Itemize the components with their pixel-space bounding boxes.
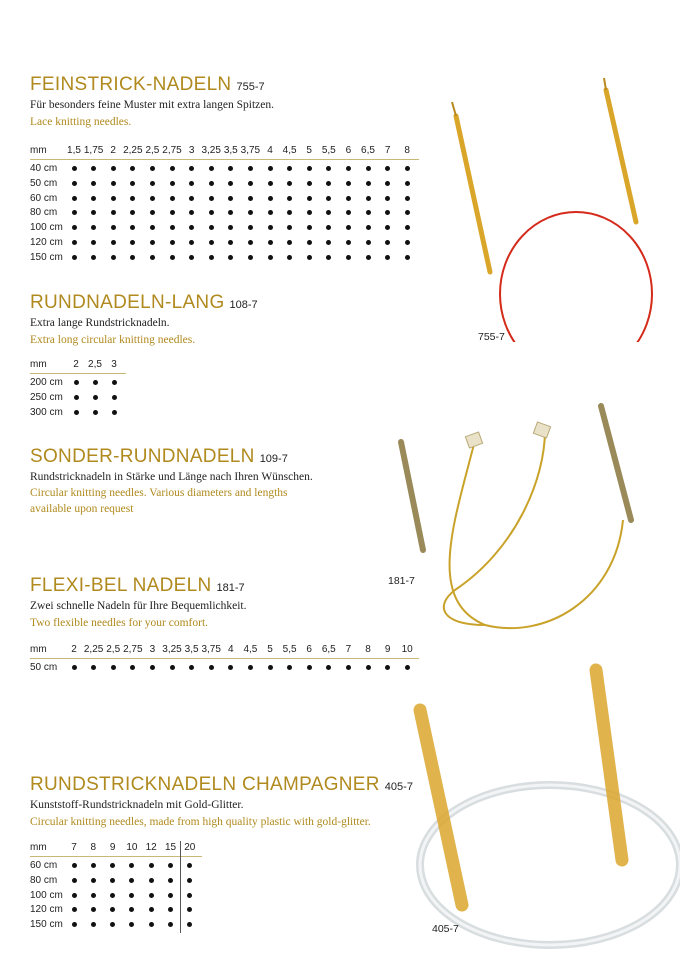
availability-dot bbox=[189, 240, 194, 245]
availability-dot bbox=[111, 210, 116, 215]
availability-dot bbox=[168, 893, 173, 898]
availability-dot bbox=[248, 181, 253, 186]
availability-dot bbox=[111, 166, 116, 171]
column-header: 4,5 bbox=[243, 644, 258, 655]
availability-dot bbox=[209, 240, 214, 245]
availability-dot bbox=[385, 240, 390, 245]
availability-dot bbox=[170, 166, 175, 171]
availability-dot bbox=[111, 665, 116, 670]
availability-dot bbox=[91, 196, 96, 201]
availability-dot bbox=[366, 196, 371, 201]
row-label: 100 cm bbox=[30, 222, 63, 234]
availability-dot bbox=[130, 166, 135, 171]
description-en-line-2: available upon request bbox=[30, 503, 134, 515]
availability-dot bbox=[91, 863, 96, 868]
availability-dot bbox=[130, 196, 135, 201]
description-en: Circular knitting needles, made from high quality plastic with gold-glitter. bbox=[30, 816, 371, 828]
availability-dot bbox=[189, 225, 194, 230]
column-header: 2 bbox=[73, 359, 79, 370]
availability-dot bbox=[228, 255, 233, 260]
availability-dot bbox=[405, 181, 410, 186]
availability-dot bbox=[326, 665, 331, 670]
section-title: FLEXI-BEL NADELN bbox=[30, 575, 212, 596]
availability-dot bbox=[170, 196, 175, 201]
availability-dot bbox=[72, 922, 77, 927]
unit-label: mm bbox=[30, 359, 47, 370]
description-en: Extra long circular knitting needles. bbox=[30, 334, 196, 346]
row-label: 120 cm bbox=[30, 237, 63, 248]
availability-dot bbox=[326, 166, 331, 171]
availability-dot bbox=[268, 665, 273, 670]
availability-dot bbox=[307, 255, 312, 260]
availability-dot bbox=[248, 196, 253, 201]
description-en: Two flexible needles for your comfort. bbox=[30, 617, 209, 629]
availability-dot bbox=[72, 878, 77, 883]
availability-dot bbox=[268, 196, 273, 201]
availability-dot bbox=[91, 240, 96, 245]
section-champagner bbox=[30, 774, 413, 830]
availability-dot bbox=[326, 210, 331, 215]
availability-dot bbox=[187, 893, 192, 898]
article-code: 109-7 bbox=[259, 453, 288, 465]
availability-dot bbox=[130, 210, 135, 215]
availability-dot bbox=[72, 181, 77, 186]
column-header: 7 bbox=[71, 842, 77, 853]
availability-dot bbox=[149, 922, 154, 927]
availability-dot bbox=[366, 166, 371, 171]
column-header: 5,5 bbox=[282, 644, 297, 655]
availability-dot bbox=[366, 255, 371, 260]
section-title: RUNDSTRICKNADELN CHAMPAGNER bbox=[30, 774, 380, 795]
section-title: RUNDNADELN-LANG bbox=[30, 292, 225, 313]
image-label-405-7: 405-7 bbox=[432, 923, 459, 935]
column-header: 2,5 bbox=[106, 644, 121, 655]
availability-dot bbox=[149, 863, 154, 868]
description-de: Kunststoff-Rundstricknadeln mit Gold-Glitter. bbox=[30, 799, 244, 811]
availability-dot bbox=[405, 240, 410, 245]
needle-image-755-7 bbox=[430, 72, 670, 342]
availability-dot bbox=[346, 225, 351, 230]
availability-dot bbox=[385, 255, 390, 260]
column-header: 3,25 bbox=[201, 145, 221, 156]
column-header: 3,75 bbox=[240, 145, 261, 156]
availability-dot bbox=[385, 181, 390, 186]
column-header: 7 bbox=[345, 644, 352, 655]
column-header: 2 bbox=[71, 644, 77, 655]
availability-dot bbox=[248, 255, 253, 260]
availability-dot bbox=[91, 225, 96, 230]
availability-dot bbox=[91, 166, 96, 171]
availability-dot bbox=[307, 225, 312, 230]
availability-dot bbox=[287, 210, 292, 215]
availability-dot bbox=[248, 240, 253, 245]
availability-dot bbox=[130, 240, 135, 245]
availability-dot bbox=[209, 181, 214, 186]
column-header: 6,5 bbox=[361, 145, 375, 156]
availability-dot bbox=[346, 181, 351, 186]
availability-dot bbox=[168, 863, 173, 868]
availability-dot bbox=[112, 410, 117, 415]
availability-dot bbox=[405, 196, 410, 201]
availability-dot bbox=[366, 181, 371, 186]
availability-dot bbox=[405, 166, 410, 171]
availability-dot bbox=[209, 166, 214, 171]
availability-dot bbox=[209, 665, 214, 670]
availability-dot bbox=[307, 665, 312, 670]
availability-dot bbox=[72, 210, 77, 215]
availability-dot bbox=[129, 922, 134, 927]
availability-dot bbox=[111, 181, 116, 186]
availability-dot bbox=[209, 255, 214, 260]
unit-label: mm bbox=[30, 145, 47, 156]
availability-dot bbox=[366, 210, 371, 215]
column-header: 3 bbox=[149, 644, 156, 655]
availability-dot bbox=[74, 380, 79, 385]
availability-dot bbox=[150, 181, 155, 186]
availability-dot bbox=[209, 196, 214, 201]
availability-dot bbox=[307, 240, 312, 245]
availability-dot bbox=[248, 210, 253, 215]
availability-dot bbox=[187, 863, 192, 868]
article-code: 755-7 bbox=[236, 81, 265, 93]
row-label: 150 cm bbox=[30, 919, 63, 931]
availability-dot bbox=[170, 225, 175, 230]
availability-dot bbox=[346, 255, 351, 260]
availability-dot bbox=[187, 922, 192, 927]
availability-dot bbox=[91, 893, 96, 898]
row-label: 60 cm bbox=[30, 192, 58, 204]
description-de: Rundstricknadeln in Stärke und Länge nach Ihren Wünschen. bbox=[30, 471, 313, 483]
header-rule bbox=[30, 856, 202, 857]
availability-dot bbox=[110, 878, 115, 883]
availability-dot bbox=[129, 863, 134, 868]
availability-dot bbox=[346, 665, 351, 670]
availability-dot bbox=[111, 240, 116, 245]
availability-dot bbox=[228, 225, 233, 230]
column-header: 3,25 bbox=[162, 644, 182, 655]
article-code: 181-7 bbox=[216, 582, 245, 594]
availability-dot bbox=[228, 181, 233, 186]
column-header: 20 bbox=[184, 842, 196, 853]
availability-dot bbox=[111, 225, 116, 230]
header-rule bbox=[30, 373, 126, 374]
availability-dot bbox=[72, 907, 77, 912]
description-en: Lace knitting needles. bbox=[30, 116, 132, 128]
availability-dot bbox=[149, 893, 154, 898]
column-header: 7 bbox=[384, 145, 391, 156]
availability-dot bbox=[287, 240, 292, 245]
availability-dot bbox=[170, 210, 175, 215]
availability-dot bbox=[72, 665, 77, 670]
needle-image-405-7 bbox=[400, 660, 680, 960]
column-header: 3 bbox=[111, 359, 117, 370]
column-header: 10 bbox=[401, 644, 413, 655]
availability-dot bbox=[307, 196, 312, 201]
availability-dot bbox=[307, 210, 312, 215]
availability-dot bbox=[150, 255, 155, 260]
availability-dot bbox=[268, 181, 273, 186]
availability-dot bbox=[346, 166, 351, 171]
availability-dot bbox=[385, 665, 390, 670]
availability-dot bbox=[385, 225, 390, 230]
availability-dot bbox=[268, 240, 273, 245]
availability-dot bbox=[91, 907, 96, 912]
section-feinstrick bbox=[30, 74, 274, 130]
availability-dot bbox=[110, 863, 115, 868]
column-header: 2,25 bbox=[123, 145, 143, 156]
availability-dot bbox=[111, 255, 116, 260]
row-label: 40 cm bbox=[30, 163, 58, 174]
availability-dot bbox=[248, 225, 253, 230]
availability-dot bbox=[150, 665, 155, 670]
availability-dot bbox=[150, 225, 155, 230]
availability-dot bbox=[187, 878, 192, 883]
availability-dot bbox=[91, 181, 96, 186]
availability-dot bbox=[385, 210, 390, 215]
availability-dot bbox=[187, 907, 192, 912]
row-label: 150 cm bbox=[30, 251, 63, 263]
availability-dot bbox=[268, 225, 273, 230]
availability-dot bbox=[170, 665, 175, 670]
availability-dot bbox=[74, 410, 79, 415]
description-de: Für besonders feine Muster mit extra langen Spitzen. bbox=[30, 99, 274, 111]
availability-dot bbox=[72, 166, 77, 171]
availability-dot bbox=[168, 922, 173, 927]
header-rule bbox=[30, 658, 419, 659]
column-header: 3 bbox=[188, 145, 195, 156]
availability-dot bbox=[130, 225, 135, 230]
row-label: 100 cm bbox=[30, 889, 63, 901]
availability-dot bbox=[346, 210, 351, 215]
column-header: 5 bbox=[306, 145, 312, 156]
availability-dot bbox=[150, 210, 155, 215]
row-label: 200 cm bbox=[30, 377, 63, 388]
availability-dot bbox=[170, 181, 175, 186]
availability-dot bbox=[405, 255, 410, 260]
availability-dot bbox=[189, 665, 194, 670]
row-label: 300 cm bbox=[30, 406, 63, 418]
column-header: 9 bbox=[384, 644, 391, 655]
column-header: 4 bbox=[267, 145, 273, 156]
availability-dot bbox=[326, 196, 331, 201]
availability-dot bbox=[111, 196, 116, 201]
description-de: Zwei schnelle Nadeln für Ihre Bequemlichkeit. bbox=[30, 600, 247, 612]
column-header: 4,5 bbox=[282, 145, 297, 156]
availability-dot bbox=[287, 166, 292, 171]
availability-dot bbox=[287, 665, 292, 670]
row-label: 250 cm bbox=[30, 391, 63, 403]
availability-dot bbox=[366, 240, 371, 245]
column-header: 5,5 bbox=[321, 145, 336, 156]
availability-dot bbox=[326, 255, 331, 260]
column-header: 9 bbox=[109, 842, 116, 853]
availability-dot bbox=[307, 181, 312, 186]
availability-dot bbox=[287, 225, 292, 230]
column-header: 3,75 bbox=[201, 644, 221, 655]
unit-label: mm bbox=[30, 842, 47, 853]
availability-dot bbox=[209, 225, 214, 230]
availability-dot bbox=[307, 166, 312, 171]
section-rundnadeln-lang bbox=[30, 292, 258, 348]
image-label-181-7: 181-7 bbox=[388, 575, 415, 587]
column-header: 2,5 bbox=[88, 359, 102, 370]
unit-label: mm bbox=[30, 644, 47, 655]
availability-dot bbox=[149, 878, 154, 883]
availability-dot bbox=[93, 410, 98, 415]
availability-dot bbox=[228, 166, 233, 171]
column-header: 1,5 bbox=[67, 145, 81, 156]
availability-dot bbox=[129, 907, 134, 912]
row-label: 60 cm bbox=[30, 860, 58, 871]
availability-dot bbox=[150, 240, 155, 245]
row-label: 80 cm bbox=[30, 874, 58, 886]
section-flexi-bel bbox=[30, 575, 247, 631]
availability-dot bbox=[130, 181, 135, 186]
availability-dot bbox=[228, 240, 233, 245]
row-label: 50 cm bbox=[30, 177, 58, 189]
availability-dot bbox=[170, 255, 175, 260]
column-header: 2,75 bbox=[123, 644, 143, 655]
availability-dot bbox=[189, 196, 194, 201]
column-header: 6 bbox=[306, 644, 312, 655]
availability-dot bbox=[228, 665, 233, 670]
availability-dot bbox=[346, 240, 351, 245]
row-label: 120 cm bbox=[30, 904, 63, 916]
availability-dot bbox=[168, 878, 173, 883]
availability-dot bbox=[91, 665, 96, 670]
section-title: SONDER-RUNDNADELN bbox=[30, 446, 255, 467]
availability-dot bbox=[72, 196, 77, 201]
availability-dot bbox=[110, 893, 115, 898]
availability-dot bbox=[129, 878, 134, 883]
availability-dot bbox=[91, 922, 96, 927]
availability-dot bbox=[189, 166, 194, 171]
column-header: 2,5 bbox=[145, 145, 160, 156]
column-header: 4 bbox=[228, 644, 234, 655]
availability-dot bbox=[228, 196, 233, 201]
availability-dot bbox=[150, 166, 155, 171]
column-header: 5 bbox=[267, 644, 273, 655]
availability-dot bbox=[149, 907, 154, 912]
availability-dot bbox=[189, 181, 194, 186]
availability-dot bbox=[72, 240, 77, 245]
availability-dot bbox=[93, 395, 98, 400]
header-rule bbox=[30, 159, 419, 160]
availability-dot bbox=[248, 665, 253, 670]
column-header: 3,5 bbox=[184, 644, 199, 655]
availability-dot bbox=[72, 863, 77, 868]
needle-image-181-7 bbox=[395, 400, 655, 640]
availability-dot bbox=[91, 878, 96, 883]
section-title: FEINSTRICK-NADELN bbox=[30, 74, 232, 95]
availability-dot bbox=[130, 665, 135, 670]
column-header: 2 bbox=[110, 145, 116, 156]
availability-dot bbox=[326, 240, 331, 245]
availability-dot bbox=[112, 395, 117, 400]
availability-dot bbox=[189, 255, 194, 260]
availability-dot bbox=[93, 380, 98, 385]
description-de: Extra lange Rundstricknadeln. bbox=[30, 317, 170, 329]
availability-dot bbox=[72, 255, 77, 260]
availability-dot bbox=[91, 255, 96, 260]
availability-dot bbox=[74, 395, 79, 400]
row-label: 80 cm bbox=[30, 207, 58, 219]
availability-dot bbox=[168, 907, 173, 912]
availability-dot bbox=[385, 196, 390, 201]
availability-dot bbox=[72, 893, 77, 898]
row-label: 50 cm bbox=[30, 662, 58, 673]
availability-dot bbox=[112, 380, 117, 385]
availability-dot bbox=[287, 255, 292, 260]
availability-dot bbox=[209, 210, 214, 215]
availability-dot bbox=[405, 210, 410, 215]
availability-dot bbox=[405, 225, 410, 230]
availability-dot bbox=[346, 196, 351, 201]
column-header: 3,5 bbox=[223, 145, 238, 156]
availability-dot bbox=[287, 181, 292, 186]
availability-dot bbox=[287, 196, 292, 201]
availability-dot bbox=[326, 225, 331, 230]
column-divider bbox=[180, 841, 181, 933]
availability-dot bbox=[248, 166, 253, 171]
availability-dot bbox=[110, 922, 115, 927]
column-header: 15 bbox=[164, 842, 177, 853]
availability-dot bbox=[366, 665, 371, 670]
column-header: 8 bbox=[404, 145, 410, 156]
availability-dot bbox=[268, 210, 273, 215]
availability-dot bbox=[130, 255, 135, 260]
column-header: 2,75 bbox=[162, 145, 182, 156]
availability-dot bbox=[268, 166, 273, 171]
column-header: 8 bbox=[365, 644, 371, 655]
column-header: 12 bbox=[145, 842, 157, 853]
availability-dot bbox=[170, 240, 175, 245]
availability-dot bbox=[72, 225, 77, 230]
article-code: 108-7 bbox=[229, 299, 258, 311]
column-header: 10 bbox=[126, 842, 138, 853]
availability-dot bbox=[228, 210, 233, 215]
availability-dot bbox=[268, 255, 273, 260]
description-en-line-1: Circular knitting needles. Various diameters and lengths bbox=[30, 487, 288, 499]
column-header: 1,75 bbox=[83, 145, 104, 156]
column-header: 6 bbox=[345, 145, 352, 156]
availability-dot bbox=[385, 166, 390, 171]
availability-dot bbox=[150, 196, 155, 201]
section-sonder-rundnadeln bbox=[30, 446, 313, 517]
column-header: 8 bbox=[90, 842, 97, 853]
image-label-755-7: 755-7 bbox=[478, 331, 505, 343]
availability-dot bbox=[326, 181, 331, 186]
availability-dot bbox=[110, 907, 115, 912]
availability-dot bbox=[91, 210, 96, 215]
availability-dot bbox=[189, 210, 194, 215]
column-header: 2,25 bbox=[83, 644, 104, 655]
availability-dot bbox=[366, 225, 371, 230]
column-header: 6,5 bbox=[321, 644, 336, 655]
availability-dot bbox=[129, 893, 134, 898]
article-code: 405-7 bbox=[384, 781, 413, 793]
